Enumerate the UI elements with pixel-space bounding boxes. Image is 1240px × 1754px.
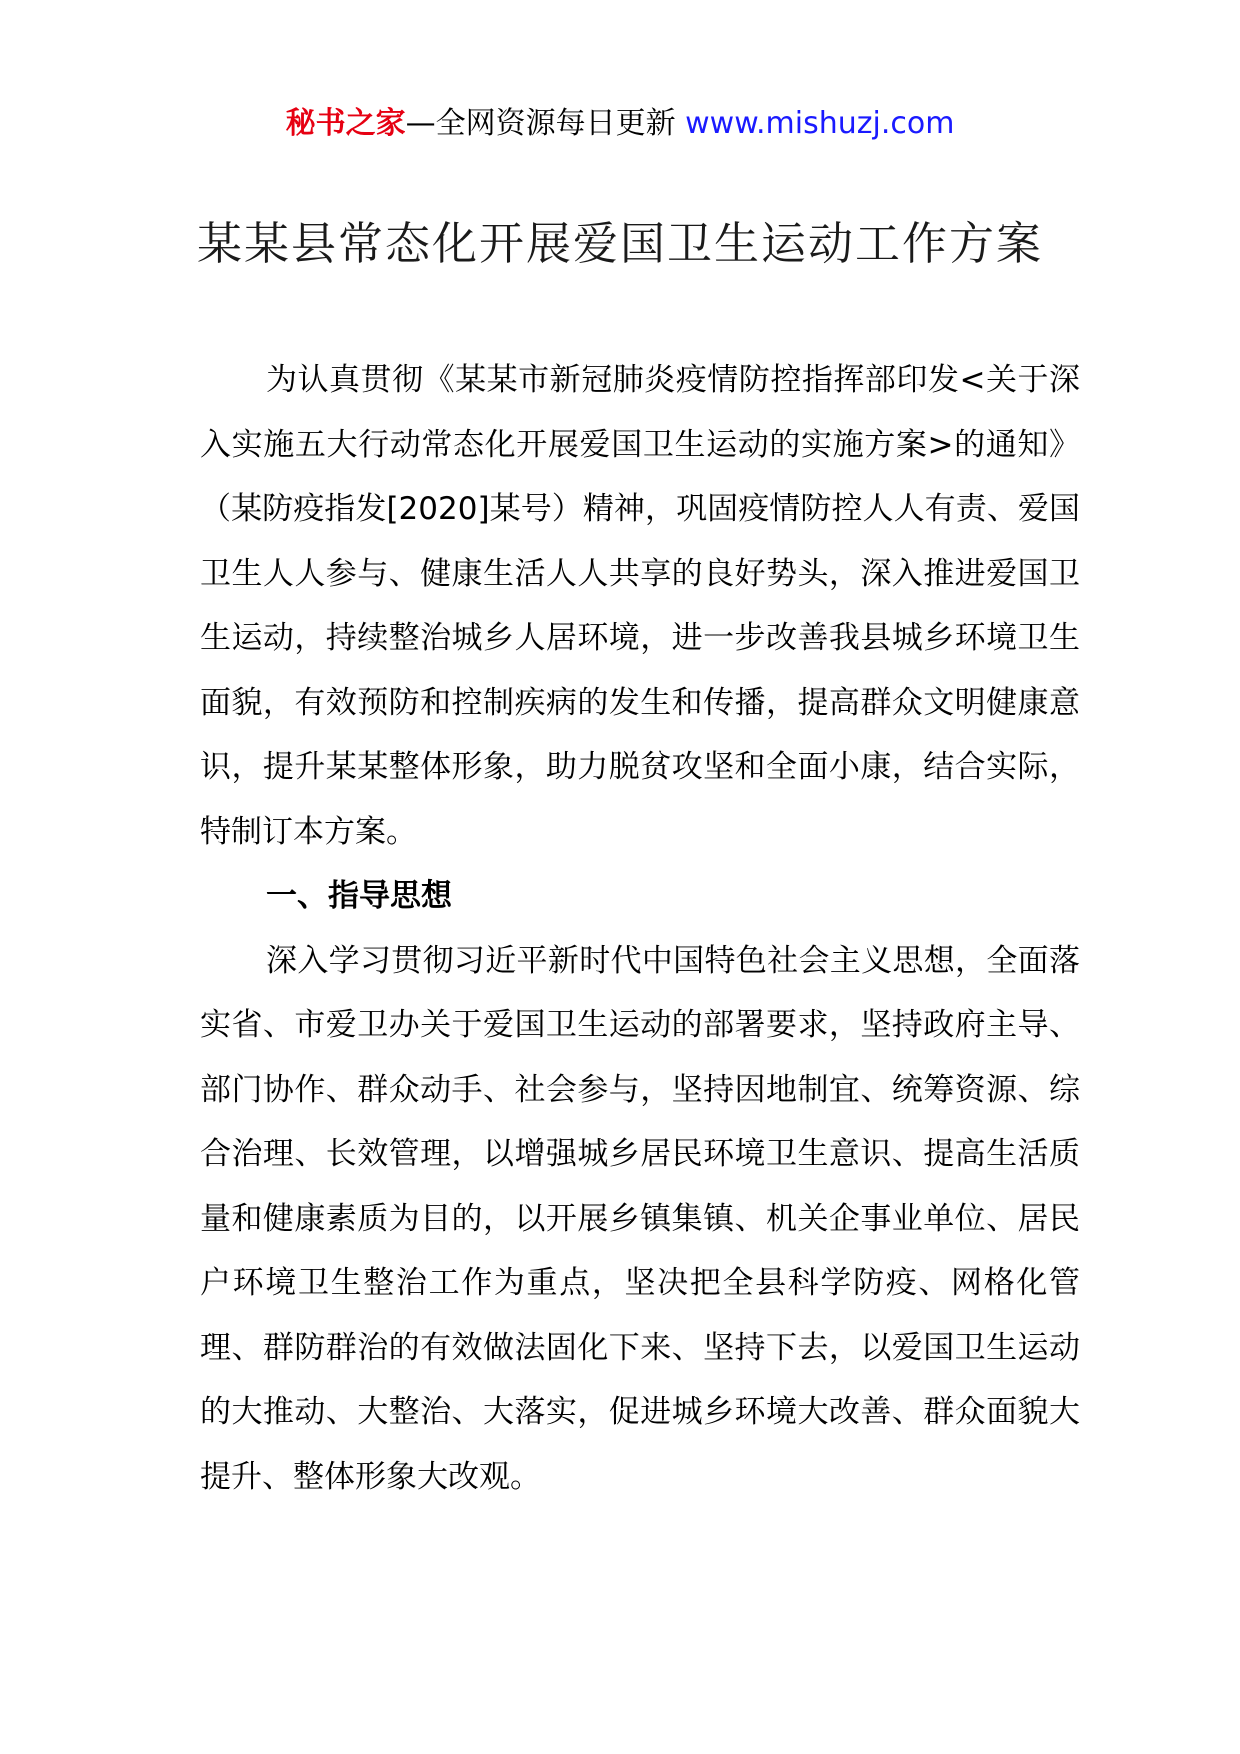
section-heading-guiding-ideology: 一、指导思想 [266,878,452,914]
document-body [200,348,1080,1509]
header-tagline: —全网资源每日更新 [405,106,676,141]
document-title: 某某县常态化开展爱国卫生运动工作方案 [196,217,1043,270]
intro-paragraph: 为认真贯彻《某某市新冠肺炎疫情防控指挥部印发<关于深入实施五大行动常态化开展爱国卫生运动的实施方案>的通知》（某防疫指发[2020]某号）精神，巩固疫情防控人人有责、爱国卫生人人参与、健康生活人人共享的良好势头，深入推进爱国卫生运动，持续整治城乡人居环境，进一步改善我县城乡环境卫生面貌，有效预防和控制疾病的发生和传播，提高群众文明健康意识，提升某某整体形象，助力脱贫攻坚和全面小康，结合实际，特制订本方案。 [200,362,1080,850]
header-banner [0,104,1240,144]
guiding-ideology-paragraph: 深入学习贯彻习近平新时代中国特色社会主义思想，全面落实省、市爱卫办关于爱国卫生运动的部署要求，坚持政府主导、部门协作、群众动手、社会参与，坚持因地制宜、统筹资源、综合治理、长效管理，以增强城乡居民环境卫生意识、提高生活质量和健康素质为目的，以开展乡镇集镇、机关企事业单位、居民户环境卫生整治工作为重点，坚决把全县科学防疫、网格化管理、群防群治的有效做法固化下来、坚持下去，以爱国卫生运动的大推动、大整治、大落实，促进城乡环境大改善、群众面貌大提升、整体形象大改观。 [200,942,1080,1495]
brand-name: 秘书之家 [285,106,406,141]
website-link[interactable]: www.mishuzj.com [685,106,955,141]
